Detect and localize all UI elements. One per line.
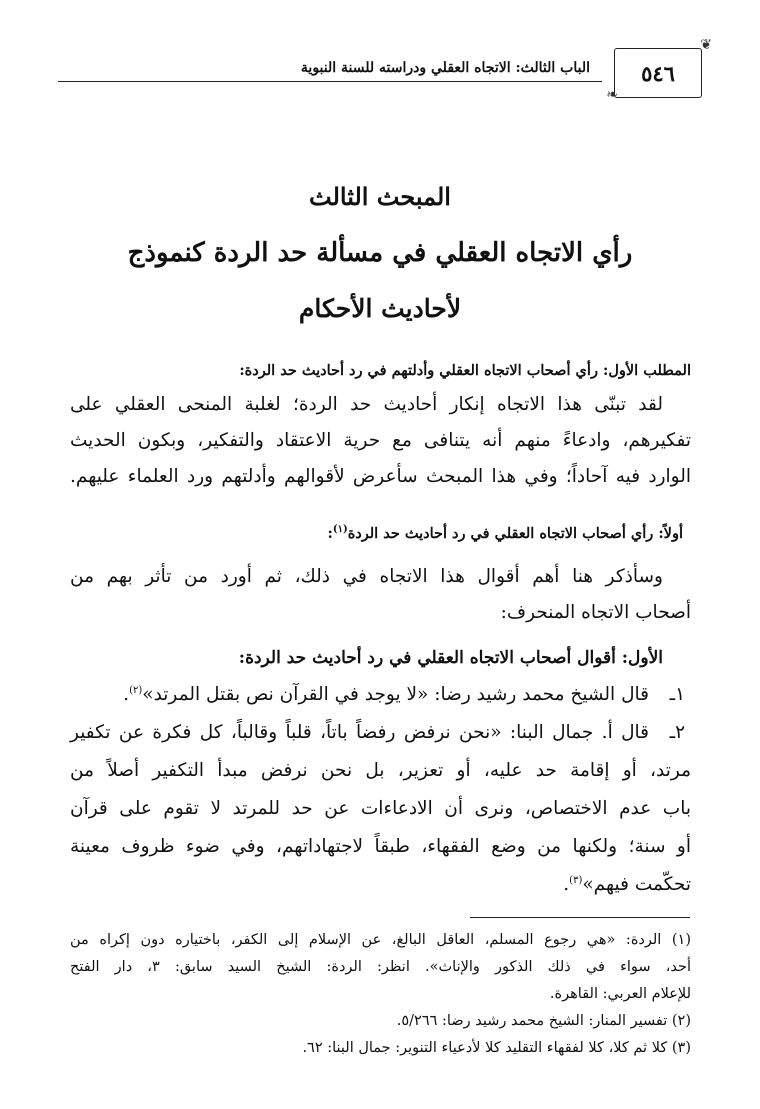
footnote-line: أحد، سواء في ذلك الذكور والإناث». انظر: الردة: الشيخ السيد سابق: ٣، دار الفتح xyxy=(70,959,692,975)
chapter-title: رأي الاتجاه العقلي في مسألة حد الردة كنموذج xyxy=(127,238,633,268)
text-line xyxy=(70,874,691,912)
footnote-ref: (٣) xyxy=(569,874,583,886)
text-line: باب عدم الاختصاص، ونرى أن الادعاءات عن حد للمرتد لا تقوم على قرآن xyxy=(70,798,691,819)
page-number: ٥٤٦ xyxy=(641,60,675,86)
list-item xyxy=(70,722,691,760)
footnote-line: للإعلام العربي: القاهرة. xyxy=(549,986,691,1002)
header-rule xyxy=(58,81,602,82)
page-header xyxy=(58,37,712,108)
text-line: تفكيرهم، وادعاءً منهم أنه يتنافى مع حرية الاعتقاد والتفكير، وبكون الحديث xyxy=(70,430,692,451)
text-line: لقد تبنّى هذا الاتجاه إنكار أحاديث حد الردة؛ لغلبة المنحى العقلي على xyxy=(70,394,663,415)
list-item-end: . xyxy=(563,874,570,895)
text-line: الوارد فيه آحاداً؛ وفي هذا المبحث سأعرض لأقوالهم وأدلتهم ورد العلماء عليهم. xyxy=(70,466,691,487)
flourish-ornament-icon: ❦ xyxy=(700,37,712,53)
chapter-heading: المبحث الثالث xyxy=(309,182,451,211)
section-title-end: : xyxy=(327,524,333,542)
section-title-text: أولاً: رأي أصحاب الاتجاه العقلي في رد أحاديث حد الردة xyxy=(347,524,683,542)
footnote: (٣) كلا ثم كلا، كلا لفقهاء التقليد كلا لأدعياء التنوير: جمال البنا: ٦٢. xyxy=(302,1040,691,1056)
text-line: مرتد، أو إقامة حد عليه، أو تعزير، بل نحن نرفض مبدأ التكفير أصلاً من xyxy=(70,760,691,781)
section-title: المطلب الأول: رأي أصحاب الاتجاه العقلي وأدلتهم في رد أحاديث حد الردة: xyxy=(239,362,691,379)
list-number: ٢ـ xyxy=(669,722,685,743)
page-number-box xyxy=(614,48,702,98)
list-item-text: تحكّمت فيهم» xyxy=(582,874,691,895)
paragraph xyxy=(70,566,691,638)
chapter-subtitle: لأحاديث الأحكام xyxy=(298,294,462,323)
list-item xyxy=(70,684,691,722)
running-title: الباب الثالث: الاتجاه العقلي ودراسته للسنة النبوية xyxy=(300,60,590,76)
subsection-title: الأول: أقوال أصحاب الاتجاه العقلي في رد أحاديث حد الردة: xyxy=(238,648,663,668)
footnote-line: (١) الردة: «هي رجوع المسلم، العاقل البالغ، عن الإسلام إلى الكفر، باختياره دون إكراه من xyxy=(70,932,691,948)
paragraph xyxy=(70,394,691,502)
footnotes xyxy=(70,932,691,1067)
numbered-list xyxy=(70,684,691,912)
text-line xyxy=(70,722,685,760)
flourish-ornament-icon: ❧ xyxy=(606,87,618,103)
list-item-text: قال الشيخ محمد رشيد رضا: «لا يوجد في القرآن نص بقتل المرتد» xyxy=(142,684,649,705)
footnote-ref: (٢) xyxy=(129,684,143,696)
list-item-end: . xyxy=(123,684,130,705)
footnote-ref: (١) xyxy=(332,524,348,535)
text-line: أصحاب الاتجاه المنحرف: xyxy=(500,602,691,623)
footnote: (٢) تفسير المنار: الشيخ محمد رشيد رضا: ٥/٢٦٦. xyxy=(396,1013,691,1029)
list-number: ١ـ xyxy=(669,684,685,705)
footnote-rule xyxy=(470,917,690,918)
text-line: أو سنة؛ ولكنها من وضع الفقهاء، طبقاً لاجتهاداتهم، وفي ضوء ظروف معينة xyxy=(70,836,691,857)
section-title xyxy=(70,524,691,542)
list-item-text: قال أ. جمال البنا: «نحن نرفض رفضاً باتاً، قلباً وقالباً، كل فكرة عن تكفير xyxy=(70,722,649,743)
text-line: وسأذكر هنا أهم أقوال هذا الاتجاه في ذلك، ثم أورد من تأثر بهم من xyxy=(70,566,663,587)
